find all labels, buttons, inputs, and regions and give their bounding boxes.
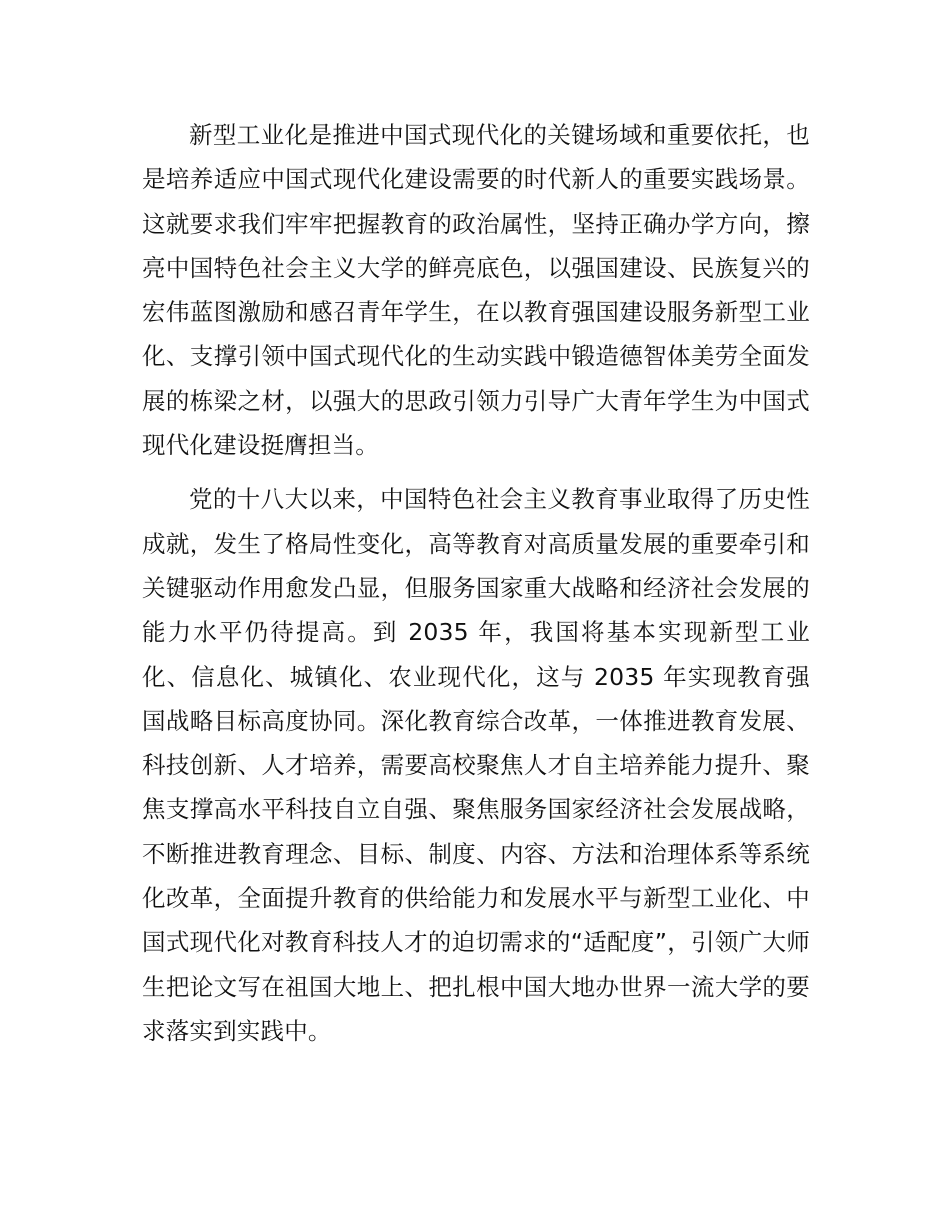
document-body — [142, 113, 810, 1063]
paragraph-1: 新型工业化是推进中国式现代化的关键场域和重要依托，也是培养适应中国式现代化建设需要的时代新人的重要实践场景。这就要求我们牢牢把握教育的政治属性，坚持正确办学方向，擦亮中国特色社会主义大学的鲜亮底色，以强国建设、民族复兴的宏伟蓝图激励和感召青年学生，在以教育强国建设服务新型工业化、支撑引领中国式现代化的生动实践中锻造德智体美劳全面发展的栋梁之材，以强大的思政引领力引导广大青年学生为中国式现代化建设挺膺担当。 — [142, 121, 810, 460]
paragraph-2: 党的十八大以来，中国特色社会主义教育事业取得了历史性成就，发生了格局性变化，高等教育对高质量发展的重要牵引和关键驱动作用愈发凸显，但服务国家重大战略和经济社会发展的能力水平仍待提高。到 2035 年，我国将基本实现新型工业化、信息化、城镇化、农业现代化，这与 2035 年实现教育强国战略目标高度协同。深化教育综合改革，一体推进教育发展、科技创新、人才培养，需要高校聚焦人才自主培养能力提升、聚焦支撑高水平科技自立自强、聚焦服务国家经济社会发展战略，不断推进教育理念、目标、制度、内容、方法和治理体系等系统化改革，全面提升教育的供给能力和发展水平与新型工业化、中国式现代化对教育科技人才的迫切需求的“适配度”，引领广大师生把论文写在祖国大地上、把扎根中国大地办世界一流大学的要求落实到实践中。 — [142, 485, 810, 1045]
